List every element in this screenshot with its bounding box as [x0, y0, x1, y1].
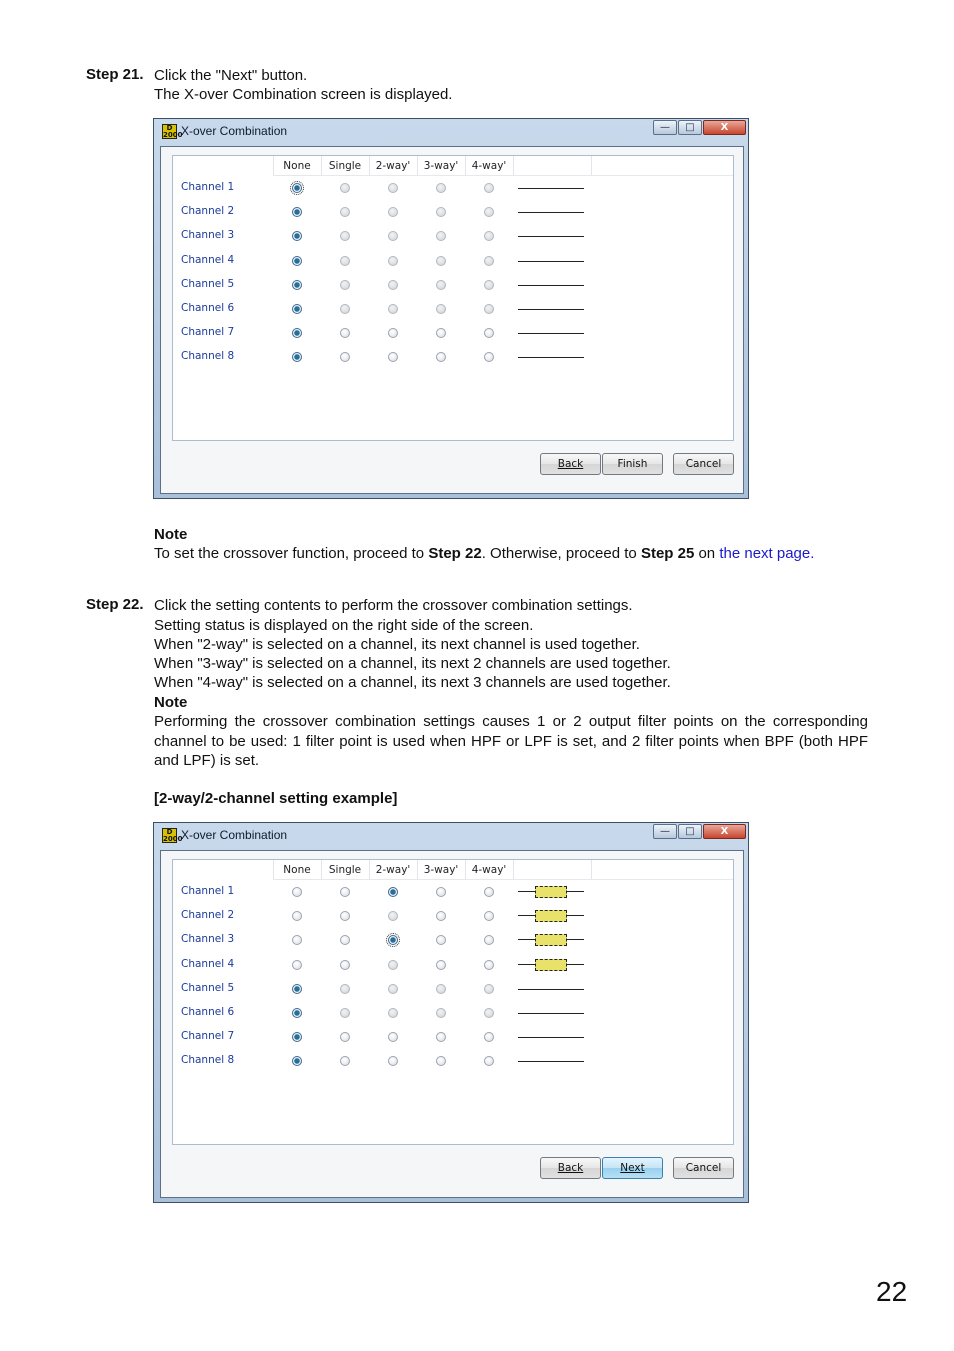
- app-logo-icon: D 2000: [163, 124, 183, 139]
- channel-label: Channel 7: [181, 1030, 235, 1043]
- step-22-line-2: Setting status is displayed on the right side of the screen.: [154, 617, 534, 634]
- channel-label: Channel 8: [181, 1054, 235, 1067]
- column-header: Single: [328, 864, 362, 876]
- radio-3-way-ch7[interactable]: [436, 1032, 446, 1042]
- column-divider: [417, 156, 418, 175]
- close-button[interactable]: X: [703, 824, 746, 839]
- radio-4-way-ch7[interactable]: [484, 328, 494, 338]
- channel-label: Channel 5: [181, 981, 235, 994]
- header-divider: [273, 879, 733, 880]
- channel-label: Channel 4: [181, 253, 235, 266]
- radio-single-ch1[interactable]: [340, 887, 350, 897]
- radio-4-way-ch6[interactable]: [484, 304, 494, 314]
- maximize-button[interactable]: □: [678, 824, 702, 839]
- radio-single-ch7[interactable]: [340, 328, 350, 338]
- example-heading: [2-way/2-channel setting example]: [154, 790, 398, 807]
- radio-2-way-ch6[interactable]: [388, 1008, 398, 1018]
- xover-combination-dialog-2: [153, 822, 749, 1203]
- column-divider: [273, 156, 274, 175]
- app-logo-icon: D 2000: [163, 828, 183, 843]
- radio-4-way-ch7[interactable]: [484, 1032, 494, 1042]
- dialog-titlebar[interactable]: [154, 119, 748, 143]
- radio-3-way-ch1[interactable]: [436, 887, 446, 897]
- channel-label: Channel 3: [181, 933, 235, 946]
- radio-none-ch6[interactable]: [292, 1008, 302, 1018]
- radio-3-way-ch5[interactable]: [436, 984, 446, 994]
- radio-single-ch8[interactable]: [340, 1056, 350, 1066]
- column-divider: [321, 860, 322, 879]
- radio-single-ch5[interactable]: [340, 984, 350, 994]
- step-22-label: Step 22.: [86, 596, 144, 613]
- radio-3-way-ch6[interactable]: [436, 1008, 446, 1018]
- back-button[interactable]: Back: [540, 1157, 601, 1179]
- radio-2-way-ch2[interactable]: [388, 911, 398, 921]
- radio-single-ch6[interactable]: [340, 304, 350, 314]
- dialog-title: X-over Combination: [181, 828, 288, 842]
- channel-label: Channel 4: [181, 957, 235, 970]
- radio-none-ch5[interactable]: [292, 280, 302, 290]
- radio-4-way-ch5[interactable]: [484, 984, 494, 994]
- cancel-button[interactable]: Cancel: [673, 453, 734, 475]
- column-divider: [513, 156, 514, 175]
- step-22-line-1: Click the setting contents to perform the crossover combination settings.: [154, 597, 633, 614]
- radio-none-ch1[interactable]: [292, 183, 302, 193]
- radio-2-way-ch6[interactable]: [388, 304, 398, 314]
- column-divider: [417, 860, 418, 879]
- next-button[interactable]: Next: [602, 1157, 663, 1179]
- column-header: None: [283, 864, 311, 876]
- radio-3-way-ch4[interactable]: [436, 256, 446, 266]
- radio-4-way-ch8[interactable]: [484, 1056, 494, 1066]
- note-1-title: Note: [154, 526, 188, 543]
- radio-2-way-ch2[interactable]: [388, 207, 398, 217]
- channel-label: Channel 5: [181, 277, 235, 290]
- radio-none-ch8[interactable]: [292, 352, 302, 362]
- signal-line: [518, 357, 584, 358]
- back-button[interactable]: Back: [540, 453, 601, 475]
- radio-4-way-ch6[interactable]: [484, 1008, 494, 1018]
- radio-none-ch4[interactable]: [292, 960, 302, 970]
- step-22-line-5: When "4-way" is selected on a channel, its next 3 channels are used together.: [154, 674, 671, 691]
- channel-label: Channel 8: [181, 350, 235, 363]
- header-divider: [273, 175, 733, 176]
- close-button[interactable]: X: [703, 120, 746, 135]
- radio-3-way-ch3[interactable]: [436, 935, 446, 945]
- radio-2-way-ch7[interactable]: [388, 1032, 398, 1042]
- radio-single-ch7[interactable]: [340, 1032, 350, 1042]
- radio-2-way-ch5[interactable]: [388, 280, 398, 290]
- channel-label: Channel 1: [181, 181, 235, 193]
- column-divider: [273, 860, 274, 879]
- radio-none-ch4[interactable]: [292, 256, 302, 266]
- radio-single-ch3[interactable]: [340, 935, 350, 945]
- filter-point-indicator: [518, 934, 584, 946]
- note-1-text: To set the crossover function, proceed to Step 22. Otherwise, proceed to Step 25 on the next page.: [154, 545, 815, 562]
- channel-label: Channel 1: [181, 885, 235, 897]
- column-header: 2-way': [375, 160, 411, 172]
- channel-label: Channel 2: [181, 205, 235, 218]
- cancel-button[interactable]: Cancel: [673, 1157, 734, 1179]
- radio-single-ch8[interactable]: [340, 352, 350, 362]
- radio-4-way-ch2[interactable]: [484, 911, 494, 921]
- next-page-link[interactable]: the next page.: [719, 545, 815, 562]
- channel-label: Channel 7: [181, 326, 235, 339]
- dialog-title: X-over Combination: [181, 124, 288, 138]
- radio-3-way-ch8[interactable]: [436, 1056, 446, 1066]
- minimize-button[interactable]: —: [653, 824, 677, 839]
- signal-line: [518, 1037, 584, 1038]
- radio-4-way-ch3[interactable]: [484, 231, 494, 241]
- radio-3-way-ch4[interactable]: [436, 960, 446, 970]
- channel-label: Channel 3: [181, 229, 235, 242]
- signal-line: [518, 1061, 584, 1062]
- column-divider: [369, 860, 370, 879]
- signal-line: [518, 212, 584, 213]
- radio-2-way-ch8[interactable]: [388, 1056, 398, 1066]
- radio-2-way-ch3[interactable]: [388, 935, 398, 945]
- radio-none-ch6[interactable]: [292, 304, 302, 314]
- radio-3-way-ch5[interactable]: [436, 280, 446, 290]
- radio-4-way-ch4[interactable]: [484, 960, 494, 970]
- page-number: 22: [876, 1276, 908, 1307]
- dialog-client-area: [160, 146, 744, 494]
- radio-4-way-ch4[interactable]: [484, 256, 494, 266]
- column-divider: [465, 156, 466, 175]
- step-22-line-3: When "2-way" is selected on a channel, its next channel is used together.: [154, 636, 640, 653]
- radio-4-way-ch1[interactable]: [484, 183, 494, 193]
- radio-2-way-ch1[interactable]: [388, 887, 398, 897]
- column-header: 4-way': [471, 160, 507, 172]
- column-divider: [591, 860, 592, 879]
- column-divider: [465, 860, 466, 879]
- radio-4-way-ch3[interactable]: [484, 935, 494, 945]
- step-22-line-4: When "3-way" is selected on a channel, its next 2 channels are used together.: [154, 655, 671, 672]
- column-divider: [513, 860, 514, 879]
- radio-none-ch3[interactable]: [292, 935, 302, 945]
- radio-none-ch7[interactable]: [292, 1032, 302, 1042]
- radio-3-way-ch3[interactable]: [436, 231, 446, 241]
- signal-line: [518, 261, 584, 262]
- radio-single-ch2[interactable]: [340, 207, 350, 217]
- filter-point-indicator: [518, 910, 584, 922]
- column-divider: [591, 156, 592, 175]
- signal-line: [518, 188, 584, 189]
- signal-line: [518, 285, 584, 286]
- column-header: 2-way': [375, 864, 411, 876]
- dialog-titlebar[interactable]: [154, 823, 748, 847]
- maximize-button[interactable]: □: [678, 120, 702, 135]
- filter-point-indicator: [518, 959, 584, 971]
- radio-single-ch1[interactable]: [340, 183, 350, 193]
- combination-grid: [172, 859, 734, 1145]
- step-21-label: Step 21.: [86, 66, 144, 83]
- column-header: Single: [328, 160, 362, 172]
- radio-4-way-ch2[interactable]: [484, 207, 494, 217]
- finish-button[interactable]: Finish: [602, 453, 663, 475]
- radio-2-way-ch1[interactable]: [388, 183, 398, 193]
- signal-line: [518, 989, 584, 990]
- radio-single-ch4[interactable]: [340, 960, 350, 970]
- channel-label: Channel 2: [181, 909, 235, 922]
- note-2-text: Performing the crossover combination settings causes 1 or 2 output filter points on the corresponding channel to be used: 1 filter point is used when HPF or LPF is set, and 2 filter points when BPF (both HPF and LPF) is set.: [154, 713, 868, 769]
- channel-label: Channel 6: [181, 1006, 235, 1018]
- note-2-title: Note: [154, 694, 188, 711]
- radio-4-way-ch8[interactable]: [484, 352, 494, 362]
- radio-single-ch6[interactable]: [340, 1008, 350, 1018]
- combination-grid: [172, 155, 734, 441]
- signal-line: [518, 236, 584, 237]
- dialog-client-area: [160, 850, 744, 1198]
- radio-single-ch5[interactable]: [340, 280, 350, 290]
- radio-none-ch5[interactable]: [292, 984, 302, 994]
- column-header: 4-way': [471, 864, 507, 876]
- radio-2-way-ch4[interactable]: [388, 960, 398, 970]
- radio-3-way-ch6[interactable]: [436, 304, 446, 314]
- column-header: 3-way': [423, 864, 459, 876]
- radio-single-ch4[interactable]: [340, 256, 350, 266]
- radio-2-way-ch4[interactable]: [388, 256, 398, 266]
- radio-3-way-ch2[interactable]: [436, 911, 446, 921]
- radio-4-way-ch5[interactable]: [484, 280, 494, 290]
- radio-none-ch7[interactable]: [292, 328, 302, 338]
- radio-2-way-ch8[interactable]: [388, 352, 398, 362]
- radio-3-way-ch1[interactable]: [436, 183, 446, 193]
- filter-point-indicator: [518, 886, 584, 898]
- channel-label: Channel 6: [181, 302, 235, 314]
- radio-2-way-ch7[interactable]: [388, 328, 398, 338]
- radio-3-way-ch7[interactable]: [436, 328, 446, 338]
- radio-single-ch2[interactable]: [340, 911, 350, 921]
- radio-none-ch2[interactable]: [292, 207, 302, 217]
- radio-2-way-ch5[interactable]: [388, 984, 398, 994]
- column-header: 3-way': [423, 160, 459, 172]
- step-21-line-2: The X-over Combination screen is displayed.: [154, 86, 453, 103]
- radio-none-ch1[interactable]: [292, 887, 302, 897]
- radio-2-way-ch3[interactable]: [388, 231, 398, 241]
- column-divider: [369, 156, 370, 175]
- radio-none-ch2[interactable]: [292, 911, 302, 921]
- radio-3-way-ch8[interactable]: [436, 352, 446, 362]
- radio-single-ch3[interactable]: [340, 231, 350, 241]
- signal-line: [518, 309, 584, 310]
- minimize-button[interactable]: —: [653, 120, 677, 135]
- signal-line: [518, 333, 584, 334]
- radio-none-ch8[interactable]: [292, 1056, 302, 1066]
- step-21-line-1: Click the "Next" button.: [154, 67, 308, 84]
- column-divider: [321, 156, 322, 175]
- xover-combination-dialog-1: [153, 118, 749, 499]
- signal-line: [518, 1013, 584, 1014]
- radio-4-way-ch1[interactable]: [484, 887, 494, 897]
- column-header: None: [283, 160, 311, 172]
- radio-none-ch3[interactable]: [292, 231, 302, 241]
- radio-3-way-ch2[interactable]: [436, 207, 446, 217]
